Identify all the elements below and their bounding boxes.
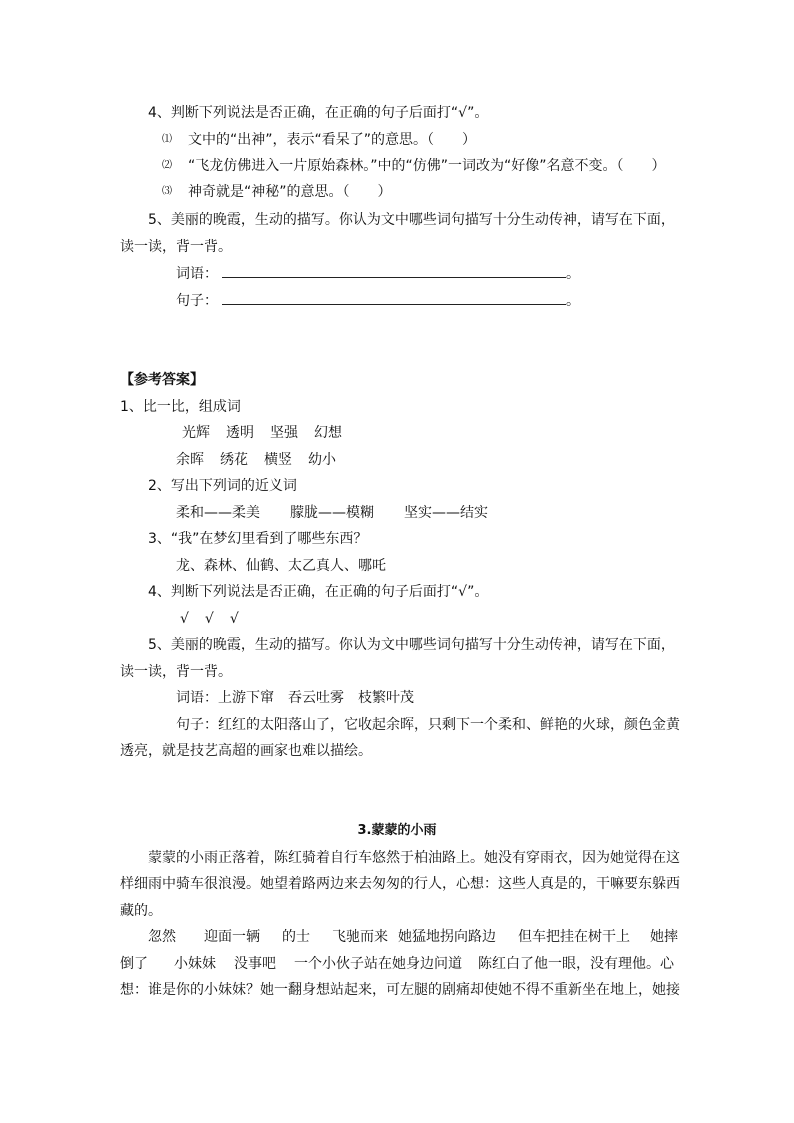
synonym-pair: 朦胧——模糊 xyxy=(290,505,374,521)
question-4-item-3 xyxy=(162,182,392,202)
word: 透明 xyxy=(226,425,254,441)
phrase: 迎面一辆 xyxy=(204,929,260,945)
word-label: 词语： xyxy=(176,266,218,282)
answer-4-title: 4、判断下列说法是否正确，在正确的句子后面打“√”。 xyxy=(148,584,489,600)
check-mark: √ xyxy=(180,611,189,627)
phrase: 她猛地拐向路边 xyxy=(398,929,496,945)
phrase: 一个小伙子站在她身边问道 xyxy=(294,956,462,972)
question-4-item-1 xyxy=(162,130,476,150)
word: 幼小 xyxy=(308,452,336,468)
phrase: 没事吧 xyxy=(234,956,276,972)
word-blank[interactable] xyxy=(222,263,566,278)
phrase: 她摔 xyxy=(650,929,678,945)
question-4-item-2 xyxy=(162,156,666,176)
story-paragraph-1-line-2: 样细雨中骑车很浪漫。她望着路两边来去匆匆的行人，心想：这些人真是的，干嘛要东躲西 xyxy=(120,876,680,892)
phrase: 倒了 xyxy=(120,956,148,972)
question-4-title: 4、判断下列说法是否正确，在正确的句子后面打“√”。 xyxy=(148,105,489,121)
story-paragraph-2-line-3: 想：谁是你的小妹妹？她一翻身想站起来，可左腿的剧痛却使她不得不重新坐在地上，她接 xyxy=(120,982,680,998)
answer-1-title: 1、比一比，组成词 xyxy=(120,399,241,415)
word: 光辉 xyxy=(182,425,210,441)
phrase: 的士 xyxy=(282,929,310,945)
word-answer-line xyxy=(176,263,580,284)
synonym-pair: 柔和——柔美 xyxy=(176,505,260,521)
word: 余晖 xyxy=(176,452,204,468)
word: 坚强 xyxy=(270,425,298,441)
answer-2-title: 2、写出下列词的近义词 xyxy=(148,478,297,494)
question-5-title: 5、美丽的晚霞，生动的描写。你认为文中哪些词句描写十分生动传神，请写在下面， xyxy=(148,212,675,228)
word: 绣花 xyxy=(220,452,248,468)
answers-heading: 【参考答案】 xyxy=(120,372,204,388)
end-mark: 。 xyxy=(566,293,580,309)
sentence-blank[interactable] xyxy=(222,290,566,305)
item-number: ⑵ xyxy=(162,160,172,171)
check-mark: √ xyxy=(229,611,239,627)
answer-1-row-1 xyxy=(182,423,358,443)
answer-2-pairs xyxy=(176,503,488,523)
item-number: ⑶ xyxy=(162,186,172,197)
story-paragraph-1-line-1: 蒙蒙的小雨正落着，陈红骑着自行车悠然于柏油路上。她没有穿雨衣，因为她觉得在这 xyxy=(148,850,680,866)
answer-5-words: 词语：上游下窜 吞云吐雾 枝繁叶茂 xyxy=(176,690,414,706)
item-text: “飞龙仿佛进入一片原始森林。”中的“仿佛”一词改为“好像”名意不变。（ ） xyxy=(188,158,666,174)
phrase: 忽然 xyxy=(148,929,176,945)
answer-1-row-2 xyxy=(176,450,352,470)
answer-4-marks xyxy=(180,609,239,629)
synonym-pair: 坚实——结实 xyxy=(404,505,488,521)
answer-5-sentence-2: 透亮，就是技艺高超的画家也难以描绘。 xyxy=(120,743,372,759)
question-5-cont: 读一读，背一背。 xyxy=(120,239,232,255)
story-paragraph-2-line-1 xyxy=(148,927,678,947)
end-mark: 。 xyxy=(566,266,580,282)
sentence-label: 句子： xyxy=(176,293,218,309)
phrase: 陈红白了他一眼，没有理他。心 xyxy=(478,956,674,972)
item-text: 神奇就是“神秘”的意思。（ ） xyxy=(188,184,392,200)
word: 幻想 xyxy=(314,425,342,441)
answer-3-title: 3、“我”在梦幻里看到了哪些东西？ xyxy=(148,531,368,547)
story-title: 3.蒙蒙的小雨 xyxy=(357,823,437,838)
check-mark: √ xyxy=(204,611,214,627)
phrase: 飞驰而来 xyxy=(332,929,388,945)
story-paragraph-1-line-3: 藏的。 xyxy=(120,903,162,919)
story-paragraph-2-line-2 xyxy=(120,954,674,974)
item-number: ⑴ xyxy=(162,134,172,145)
word: 横竖 xyxy=(264,452,292,468)
sentence-answer-line xyxy=(176,290,580,311)
phrase: 但车把挂在树干上 xyxy=(518,929,630,945)
phrase: 小妹妹 xyxy=(174,956,216,972)
answer-5-title: 5、美丽的晚霞，生动的描写。你认为文中哪些词句描写十分生动传神，请写在下面， xyxy=(148,637,675,653)
item-text: 文中的“出神”，表示“看呆了”的意思。（ ） xyxy=(188,132,477,148)
answer-5-cont: 读一读，背一背。 xyxy=(120,664,232,680)
answer-3-text: 龙、森林、仙鹤、太乙真人、哪吒 xyxy=(176,558,386,574)
answer-5-sentence-1: 句子：红红的太阳落山了，它收起余晖，只剩下一个柔和、鲜艳的火球，颜色金黄 xyxy=(176,717,680,733)
